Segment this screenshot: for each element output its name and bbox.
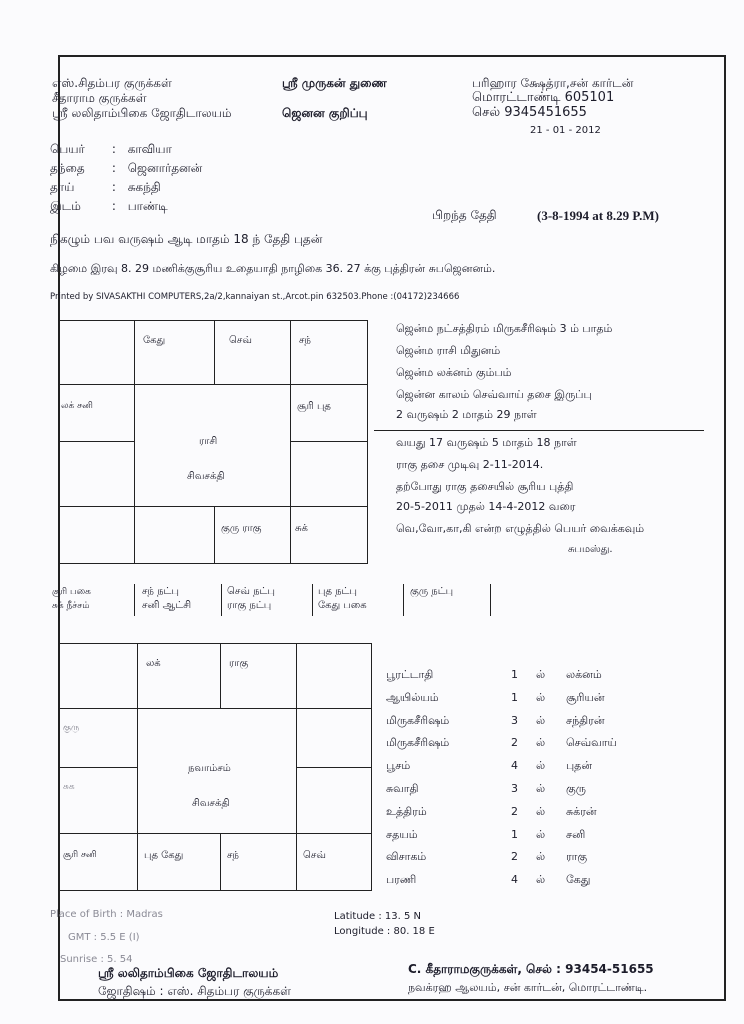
detail-rasi: ஜென்ம ராசி மிதுனம் (396, 344, 501, 357)
rasi-center-sub: சிவசக்தி (187, 471, 225, 482)
table-cell-star: உத்திரம் (386, 804, 427, 818)
relation-sep (134, 584, 135, 616)
table-cell-l: ல் (536, 827, 546, 841)
table-cell-star: பரணி (386, 873, 417, 887)
table-cell-l: ல் (536, 850, 546, 864)
table-cell-planet: சுக்ரன் (566, 804, 597, 818)
relation-b: கேது பகை (318, 600, 367, 611)
table-cell-planet: புதன் (566, 759, 593, 773)
rasi-left-0: லக் சனி (61, 401, 93, 411)
father-label: தந்தை (50, 161, 85, 175)
navamsa-cell (220, 643, 297, 709)
navamsa-cell (296, 833, 372, 891)
navamsa-cell (137, 833, 221, 891)
navamsa-cell (58, 833, 138, 891)
father-value: ஜெனார்தனன் (127, 161, 203, 175)
birth-label: பிறந்த தேதி (432, 208, 497, 222)
colon: : (111, 161, 116, 175)
header-left-3: ஸ்ரீ லலிதாம்பிகை ஜோதிடாலயம் (52, 106, 232, 120)
table-cell-planet: கேது (566, 873, 591, 887)
rasi-cell (134, 506, 215, 564)
table-cell-planet: லக்னம் (566, 668, 602, 681)
table-cell-star: மிருகசீரிஷம் (386, 713, 450, 727)
table-cell-pada: 2 (511, 850, 518, 864)
navamsa-bottom-1: புத கேது (144, 850, 184, 861)
relation-b: ராகு நட்பு (227, 600, 272, 611)
rasi-cell (290, 506, 368, 564)
relation-b: சுக் நீச்சம் (52, 601, 90, 611)
relation-sep (490, 584, 491, 616)
table-cell-star: விசாகம் (386, 850, 427, 864)
header-left-2: சீதாராம குருக்கள் (52, 91, 147, 105)
rasi-cell (290, 441, 368, 507)
table-cell-planet: செவ்வாய் (566, 736, 617, 750)
name-label: பெயர் (50, 142, 85, 156)
gmt: GMT : 5.5 E (I) (68, 932, 140, 943)
table-cell-planet: சனி (566, 827, 586, 841)
navamsa-left-0: குரு (63, 723, 80, 733)
table-cell-star: சதயம் (386, 827, 418, 841)
place-value: பாண்டி (127, 199, 168, 213)
navamsa-bottom-3: செவ் (303, 850, 326, 861)
table-cell-planet: ராகு (566, 850, 588, 864)
navamsa-bottom-2: சந் (227, 850, 239, 861)
relation-b: சனி ஆட்சி (142, 600, 192, 611)
table-cell-pada: 3 (511, 782, 518, 795)
rasi-cell (58, 384, 135, 442)
table-cell-star: சுவாதி (386, 782, 419, 795)
rasi-cell (214, 320, 291, 385)
detail-period: 20-5-2011 முதல் 14-4-2012 வரை (396, 500, 576, 513)
rasi-bottom-2: குரு ராகு (221, 523, 262, 534)
relation-sep (221, 584, 222, 616)
rasi-right-0: சூரி புத (297, 401, 331, 412)
birth-line-1: நிகழும் பவ வருஷம் ஆடி மாதம் 18 ந் தேதி புதன் (50, 232, 323, 246)
navamsa-cell (296, 643, 372, 709)
relation-sep (312, 584, 313, 616)
table-cell-star: பூரட்டாதி (386, 668, 434, 681)
header-right-3: செல் 9345451655 (472, 105, 587, 120)
table-cell-l: ல் (536, 782, 546, 795)
detail-nakshatra: ஜென்ம நட்சத்திரம் மிருகசீரிஷம் 3 ம் பாதம் (396, 322, 613, 335)
footer-astrologer: ஜோதிஷம் : எஸ். சிதம்பர குருக்கள் (98, 984, 291, 998)
table-cell-star: மிருகசீரிஷம் (386, 736, 450, 750)
table-cell-pada: 4 (511, 873, 518, 887)
table-cell-pada: 2 (511, 804, 518, 818)
table-cell-l: ல் (536, 690, 546, 704)
rasi-cell (290, 384, 368, 442)
sunrise: Sunrise : 5. 54 (60, 954, 133, 965)
rasi-cell (58, 506, 135, 564)
table-cell-l: ல் (536, 759, 546, 773)
place-of-birth: Place of Birth : Madras (50, 909, 163, 920)
table-cell-planet: குரு (566, 782, 586, 795)
detail-dasa-balance: 2 வருஷம் 2 மாதம் 29 நாள் (396, 408, 537, 421)
navamsa-bottom-0: சூரி சனி (63, 850, 97, 860)
table-cell-l: ல் (536, 873, 546, 887)
longitude: Longitude : 80. 18 E (334, 926, 435, 937)
navamsa-cell (296, 767, 372, 834)
rasi-top-2: செவ் (229, 335, 252, 346)
relation-a: குரு நட்பு (410, 586, 454, 597)
birth-value: (3-8-1994 at 8.29 P.M) (537, 208, 659, 223)
detail-rahu-end: ராகு தசை முடிவு 2-11-2014. (396, 458, 544, 471)
navamsa-cell (137, 643, 221, 709)
colon: : (111, 180, 116, 194)
navamsa-cell (220, 833, 297, 891)
navamsa-cell (58, 767, 138, 834)
detail-dasa: ஜென்ன காலம் செவ்வாய் தசை இருப்பு (396, 388, 592, 401)
navamsa-left-1: சுக (63, 782, 75, 792)
mother-label: தாய் (50, 180, 75, 194)
table-cell-l: ல் (536, 804, 546, 818)
navamsa-top-1: லக் (146, 658, 161, 669)
rasi-cell (214, 506, 291, 564)
footer-org: ஸ்ரீ லலிதாம்பிகை ஜோதிடாலயம் (98, 966, 279, 980)
table-cell-pada: 1 (511, 668, 518, 681)
navamsa-cell (296, 708, 372, 768)
latitude: Latitude : 13. 5 N (334, 911, 421, 922)
navamsa-center-sub: சிவசக்தி (192, 798, 230, 809)
colon: : (111, 142, 116, 156)
place-label: இடம் (50, 199, 81, 213)
rasi-cell (58, 320, 135, 385)
footer-right-addr: நவக்ரஹ ஆலயம், சன் கார்டன், மொரட்டாண்டி. (408, 981, 648, 994)
table-cell-pada: 1 (511, 827, 518, 841)
rasi-cell (58, 441, 135, 507)
detail-blessing: சுபமஸ்து. (568, 544, 613, 555)
rasi-top-3: சந் (299, 335, 311, 346)
rasi-center (134, 384, 291, 507)
relation-a: சந் நட்பு (142, 586, 179, 597)
father-row (50, 161, 202, 177)
navamsa-center (137, 708, 297, 834)
place-row (50, 199, 168, 215)
rasi-top-1: கேது (143, 335, 166, 346)
colon: : (111, 199, 116, 213)
printed-by: Printed by SIVASAKTHI COMPUTERS,2a/2,kannaiyan st.,Arcot.pin 632503.Phone :(04172)234666 (50, 292, 460, 302)
footer-right-name: C. கீதாராமகுருக்கள், செல் : 93454-51655 (408, 962, 654, 976)
table-cell-planet: சந்திரன் (566, 713, 605, 727)
name-value: காவியா (127, 142, 172, 156)
table-cell-star: பூசம் (386, 759, 411, 773)
header-left-1: எஸ்.சிதம்பர குருக்கள் (52, 76, 172, 90)
table-cell-l: ல் (536, 713, 546, 727)
rasi-cell (134, 320, 215, 385)
detail-age: வயது 17 வருஷம் 5 மாதம் 18 நாள் (396, 436, 577, 449)
relation-a: சூரி பகை (52, 587, 91, 597)
table-cell-pada: 2 (511, 736, 518, 750)
relation-a: புத நட்பு (318, 586, 357, 597)
detail-letters: வெ,வோ,கா,கி என்ற எழுத்தில் பெயர் வைக்கவும் (396, 522, 645, 535)
navamsa-cell (58, 708, 138, 768)
relation-a: செவ் நட்பு (227, 586, 275, 597)
detail-current: தற்போது ராகு தசையில் சூரிய புத்தி (396, 480, 574, 493)
header-right-2: மொரட்டாண்டி 605101 (472, 90, 615, 105)
divider (374, 430, 704, 431)
navamsa-center-title: நவாம்சம் (188, 763, 231, 774)
header-subtitle: ஜெனன குறிப்பு (282, 106, 368, 120)
rasi-cell (290, 320, 368, 385)
header-title: ஸ்ரீ முருகன் துணை (282, 76, 387, 90)
table-cell-pada: 4 (511, 759, 518, 773)
table-cell-planet: சூரியன் (566, 690, 605, 704)
header-date: 21 - 01 - 2012 (530, 125, 601, 136)
table-cell-l: ல் (536, 668, 546, 681)
detail-lagna: ஜென்ம லக்னம் கும்பம் (396, 366, 512, 379)
relation-sep (403, 584, 404, 616)
mother-value: சுகந்தி (127, 180, 161, 194)
birth-line-2: கிழமை இரவு 8. 29 மணிக்குசூரிய உதையாதி நாழிகை 36. 27 க்கு புத்திரன் சுபஜெனனம். (50, 262, 496, 275)
table-cell-pada: 1 (511, 690, 518, 704)
rasi-center-title: ராசி (199, 436, 218, 447)
mother-row (50, 180, 161, 196)
header-right-1: பரிஹார க்ஷேத்ரா,சன் கார்டன் (472, 76, 634, 90)
table-cell-star: ஆயில்யம் (386, 690, 439, 704)
table-cell-pada: 3 (511, 713, 518, 727)
rasi-bottom-3: சுக் (295, 523, 308, 534)
navamsa-top-2: ராகு (229, 658, 249, 669)
navamsa-cell (58, 643, 138, 709)
name-row (50, 142, 172, 158)
table-cell-l: ல் (536, 736, 546, 750)
